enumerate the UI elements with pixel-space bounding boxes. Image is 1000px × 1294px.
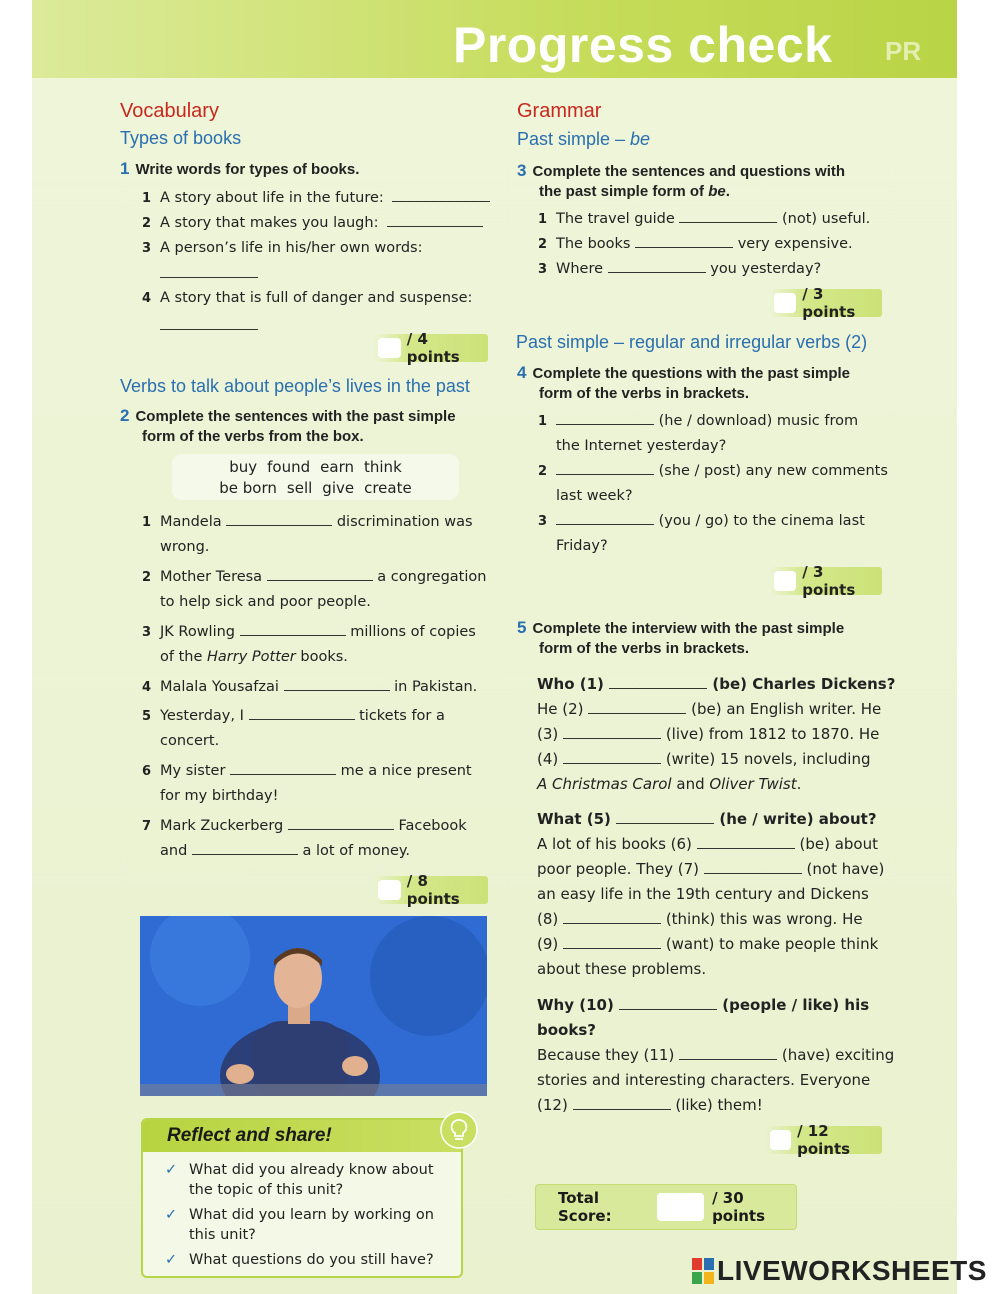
answer-text: (want) to make people think [665,935,879,953]
past-simple-verbs-subheading: Past simple – regular and irregular verbs (2) [516,332,868,352]
points-label: / 8 points [406,872,460,908]
item-text: Facebook [398,818,467,834]
exercise-5-instruction [517,618,897,659]
answer-blank[interactable] [249,706,355,720]
ex1-item-3 [142,236,422,261]
grammar-heading: Grammar [517,100,602,122]
answer-blank[interactable] [230,761,336,775]
points-label: / 3 points [802,285,856,321]
item-text: very expensive. [737,236,853,252]
points-label: / 4 points [406,330,460,366]
answer-line [537,907,897,932]
answer-text: (8) [537,910,559,928]
exercise-number: 5 [517,618,527,637]
instruction-text: Complete the sentences with the past simple [135,408,456,425]
answer-blank[interactable] [563,910,661,924]
item-text: My sister [160,763,226,779]
item-text: concert. [160,733,220,749]
item-number: 1 [538,212,548,227]
speaker-photo [140,916,487,1096]
item-text: millions of copies [350,624,476,640]
question-text: books? [537,1021,596,1039]
ex4-item-1 [538,409,898,459]
answer-blank[interactable] [563,725,661,739]
ex1-item-2 [142,211,483,236]
speaker-illustration [140,916,487,1096]
answer-text: He (2) [537,700,584,718]
answer-line [537,772,897,797]
total-score [535,1184,797,1230]
answer-blank[interactable] [679,1046,777,1060]
exercise-3-instruction [517,161,897,202]
item-number: 3 [538,514,548,529]
answer-blank[interactable] [609,675,707,689]
word: earn [320,458,354,476]
item-text: and [160,843,188,859]
item-text: wrong. [160,539,210,555]
title-fragment: PR [885,36,922,66]
answer-text: poor people. They (7) [537,860,699,878]
answer-line [537,857,897,882]
word: found [267,458,311,476]
word: buy [229,458,258,476]
ex3-item-2 [538,232,853,257]
answer-blank[interactable] [160,316,258,330]
lightbulb-icon [439,1110,479,1152]
ex2-item-7 [142,814,502,864]
answer-line [537,697,897,722]
answer-text: (3) [537,725,559,743]
answer-line: about these problems. [537,960,707,978]
answer-line [537,1043,897,1068]
word-row-2 [172,478,459,499]
answer-blank[interactable] [563,935,661,949]
answer-text: (have) exciting [781,1046,895,1064]
item-number: 3 [538,262,548,277]
item-text: the Internet yesterday? [556,438,727,454]
answer-text: A lot of his books (6) [537,835,692,853]
item-number: 4 [142,680,152,695]
word-box [172,454,459,500]
item-text: for my birthday! [160,788,279,804]
item-text: (not) useful. [782,211,871,227]
word: give [322,479,355,497]
answer-text: (be) about [799,835,878,853]
instruction-text: form of the verbs in brackets. [539,385,750,402]
check-icon: ✓ [165,1162,178,1178]
question-text: (he / write) about? [719,810,877,828]
ex5-points [766,1122,882,1158]
item-text: (he / download) music from [658,413,859,429]
book-title: Harry Potter [207,649,296,665]
ex1-item-4 [142,286,472,311]
check-icon: ✓ [165,1252,178,1268]
page-title: Progress check [453,17,833,73]
instruction-text: Complete the sentences and questions with [532,163,846,180]
question-text: What (5) [537,810,611,828]
answer-blank[interactable] [556,511,654,525]
exercise-number: 1 [120,159,130,178]
question-text: this unit? [189,1227,256,1243]
item-text: Mother Teresa [160,569,263,585]
item-text: tickets for a [359,708,445,724]
reflect-title: Reflect and share! [167,1125,332,1146]
item-text: Where [556,261,604,277]
item-text: of the [160,649,207,665]
item-text: a lot of money. [302,843,411,859]
ex3-item-1 [538,207,870,232]
item-text: A story about life in the future: [160,190,384,206]
answer-blank[interactable] [697,835,795,849]
answer-blank[interactable] [392,188,490,202]
interview-question-1 [537,672,897,697]
answer-blank[interactable] [226,512,332,526]
total-points-label: / 30 points [712,1189,766,1225]
item-text: a congregation [377,569,487,585]
item-text: Mandela [160,514,222,530]
ex4-item-2 [538,459,898,509]
question-text: What did you already know about [189,1162,434,1178]
ex4-points [770,563,882,599]
ex2-item-6 [142,759,502,809]
item-text: in Pakistan. [394,679,478,695]
question-text: What questions do you still have? [189,1252,434,1268]
item-text: Mark Zuckerberg [160,818,284,834]
subheading-emphasis: be [630,129,651,149]
instruction-emphasis: be [708,183,726,200]
question-text: Who (1) [537,675,604,693]
item-text: A person’s life in his/her own words: [160,240,423,256]
answer-text: (4) [537,750,559,768]
item-text: me a nice present [340,763,472,779]
reflect-panel [141,1118,463,1278]
answer-line: an easy life in the 19th century and Dickens [537,885,869,903]
answer-line [537,747,897,772]
answer-text: Because they (11) [537,1046,675,1064]
points-label: / 12 points [797,1122,851,1158]
item-text: books. [295,649,348,665]
answer-blank[interactable] [608,259,706,273]
item-number: 3 [142,241,152,256]
word-row-1 [172,457,459,478]
score-input[interactable] [378,338,401,358]
exercise-number: 3 [517,161,527,180]
item-text: you yesterday? [710,261,822,277]
past-simple-be-subheading [517,129,650,150]
answer-text: (be) an English writer. He [691,700,882,718]
answer-blank[interactable] [267,567,373,581]
item-text: A story that is full of danger and suspense: [160,290,473,306]
word: create [364,479,412,497]
answer-blank[interactable] [556,461,654,475]
reflect-question-1 [167,1160,447,1200]
score-input[interactable] [774,571,796,591]
answer-text: (9) [537,935,559,953]
answer-blank[interactable] [387,213,483,227]
ex2-item-1 [142,510,502,560]
exercise-2-instruction [120,406,500,447]
word: sell [286,479,313,497]
item-text: Yesterday, I [160,708,244,724]
answer-text: (like) them! [675,1096,763,1114]
exercise-1-instruction [120,159,359,180]
item-text: Friday? [556,538,608,554]
item-text: Malala Yousafzai [160,679,279,695]
answer-line [537,832,897,857]
question-text: (people / like) his [722,996,870,1014]
interview-block-1 [537,672,897,797]
exercise-4-instruction [517,363,897,404]
question-text: the topic of this unit? [189,1182,344,1198]
answer-blank[interactable] [160,264,258,278]
item-number: 2 [142,570,152,585]
answer-blank[interactable] [704,860,802,874]
instruction-text: form of the verbs in brackets. [539,640,750,657]
answer-text: . [796,775,802,793]
score-input[interactable] [770,1130,791,1150]
answer-text: and [671,775,710,793]
reflect-question-3 [167,1250,447,1270]
answer-blank[interactable] [240,622,346,636]
answer-text: (write) 15 novels, including [665,750,871,768]
question-text: (be) Charles Dickens? [712,675,896,693]
item-number: 7 [142,819,152,834]
answer-text: (not have) [806,860,885,878]
answer-blank[interactable] [288,816,394,830]
item-number: 2 [538,237,548,252]
question-text: What did you learn by working on [189,1207,434,1223]
exercise-number: 4 [517,363,527,382]
item-number: 2 [142,216,152,231]
answer-line: stories and interesting characters. Everyone [537,1071,871,1089]
liveworksheets-logo [692,1255,987,1287]
answer-line [537,1093,897,1118]
ex2-points [374,872,488,908]
item-number: 2 [538,464,548,479]
item-text: last week? [556,488,633,504]
item-number: 3 [142,625,152,640]
check-icon: ✓ [165,1207,178,1223]
ex2-item-5 [142,704,502,754]
item-text: discrimination was [336,514,473,530]
exercise-number: 2 [120,406,130,425]
answer-line [537,722,897,747]
ex2-item-2 [142,565,512,615]
score-input[interactable] [774,293,796,313]
instruction-text: Complete the questions with the past simple [532,365,851,382]
answer-blank[interactable] [679,209,777,223]
answer-blank[interactable] [619,996,717,1010]
item-number: 1 [142,515,152,530]
item-text: (she / post) any new comments [658,463,888,479]
instruction-text: . [725,183,730,200]
points-label: / 3 points [802,563,856,599]
verbs-subheading: Verbs to talk about people’s lives in the past [120,376,470,396]
item-text: JK Rowling [160,624,235,640]
logo-mark-icon [692,1258,714,1284]
item-text: to help sick and poor people. [160,594,371,610]
types-of-books-subheading: Types of books [120,128,242,148]
ex3-item-3 [538,257,821,282]
item-text: A story that makes you laugh: [160,215,379,231]
word: be born [219,479,277,497]
item-text: The travel guide [556,211,675,227]
total-score-input[interactable] [657,1193,704,1221]
instruction-text: the past simple form of [539,183,709,200]
instruction-text: Write words for types of books. [135,161,360,178]
ex2-item-4 [142,675,502,700]
answer-blank[interactable] [588,700,686,714]
subheading-text: Past simple – [517,129,631,149]
answer-text: (12) [537,1096,568,1114]
vocabulary-heading: Vocabulary [120,100,219,122]
ex1-item-1 [142,186,490,211]
answer-line [537,932,897,957]
item-text: (you / go) to the cinema last [658,513,865,529]
interview-question-2 [537,807,897,832]
item-number: 1 [538,414,548,429]
answer-text: (think) this was wrong. He [665,910,863,928]
total-score-label: Total Score: [558,1189,612,1225]
score-input[interactable] [378,880,401,900]
interview-block-3 [537,993,897,1118]
reflect-question-2 [167,1205,447,1245]
answer-text: (live) from 1812 to 1870. He [665,725,880,743]
answer-blank[interactable] [284,677,390,691]
book-title: Oliver Twist [709,775,797,793]
answer-blank[interactable] [573,1096,671,1110]
ex4-item-3 [538,509,898,559]
ex1-points [374,330,488,366]
item-number: 6 [142,764,152,779]
logo-text: LIVEWORKSHEETS [717,1255,987,1286]
word: think [364,458,402,476]
interview-question-3 [537,993,897,1043]
instruction-text: Complete the interview with the past simple [532,620,845,637]
book-title: A Christmas Carol [537,775,672,793]
answer-blank[interactable] [635,234,733,248]
item-number: 4 [142,291,152,306]
answer-blank[interactable] [556,411,654,425]
interview-block-2 [537,807,897,982]
answer-blank[interactable] [616,810,714,824]
answer-blank[interactable] [563,750,661,764]
question-text: Why (10) [537,996,614,1014]
ex3-points [770,285,882,321]
ex2-item-3 [142,620,502,670]
answer-blank[interactable] [192,841,298,855]
instruction-text: form of the verbs from the box. [142,428,364,445]
item-text: The books [556,236,631,252]
item-number: 1 [142,191,152,206]
item-number: 5 [142,709,152,724]
